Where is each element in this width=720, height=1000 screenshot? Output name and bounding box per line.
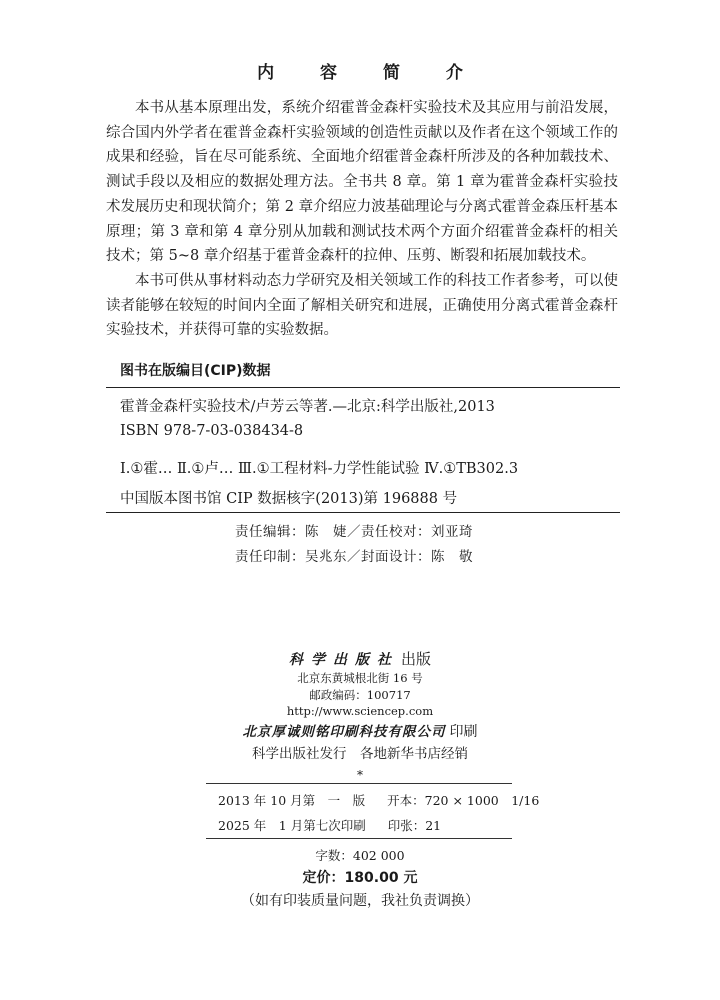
- edition-line-1: [218, 791, 539, 809]
- book-format: 开本：720 × 1000 1/16: [387, 793, 540, 808]
- editors-line-2: 责任印制：吴兆东／封面设计：陈 敬: [235, 549, 473, 565]
- printer-line: [0, 720, 720, 741]
- edition-top-rule: [206, 783, 512, 784]
- summary-text: [106, 96, 618, 343]
- cip-isbn: ISBN 978-7-03-038434-8: [120, 423, 304, 439]
- separator-star: *: [357, 768, 363, 782]
- cip-bottom-rule: [106, 512, 620, 513]
- summary-paragraph-2: 本书可供从事材料动态力学研究及相关领域工作的科技工作者参考，可以使读者能够在较短的时间内全面了解相关研究和进展，正确使用分离式霍普金森杆实验技术，并获得可靠的实验数据。: [106, 272, 618, 339]
- first-edition: 2013 年 10 月第 一 版: [218, 793, 366, 808]
- printer-name: 北京厚诚则铭印刷科技有限公司: [242, 724, 446, 740]
- publisher-url: http://www.sciencep.com: [286, 704, 434, 718]
- publisher-address: 北京东黄城根北街 16 号: [297, 671, 423, 685]
- printed-sheets: 印张：21: [387, 818, 442, 833]
- distribution-line: 科学出版社发行 各地新华书店经销: [252, 746, 468, 762]
- page-title: 内 容 简 介: [257, 63, 483, 83]
- edition-line-2: [218, 816, 441, 834]
- publisher-name: 科学出版社: [288, 652, 399, 668]
- quality-notice: （如有印装质量问题，我社负责调换）: [241, 893, 479, 909]
- edition-bottom-rule: [206, 838, 512, 839]
- cip-verification: 中国版本图书馆 CIP 数据核字(2013)第 196888 号: [120, 491, 458, 507]
- price: 定价：180.00 元: [302, 870, 418, 886]
- word-count: 字数：402 000: [315, 848, 405, 863]
- editors-line-1: 责任编辑：陈 婕／责任校对：刘亚琦: [235, 524, 473, 540]
- cip-top-rule: [106, 387, 620, 388]
- printing-info: 2025 年 1 月第七次印刷: [218, 818, 366, 833]
- cip-title-line: 霍普金森杆实验技术/卢芳云等著.—北京:科学出版社,2013: [120, 399, 495, 415]
- cip-heading: 图书在版编目(CIP)数据: [120, 363, 271, 379]
- publisher-line: [0, 648, 720, 669]
- summary-paragraph-1: 本书从基本原理出发，系统介绍霍普金森杆实验技术及其应用与前沿发展，综合国内外学者在霍普金森杆实验领域的创造性贡献以及作者在这个领域工作的成果和经验，旨在尽可能系统、全面地介绍霍普金森杆所涉及的各种加载技术、测试手段以及相应的数据处理方法。全书共 8 章。第 1 章为霍普金森杆实验技术发展历史和现状简介；第 2 章介绍应力波基础理论与分离式霍普金森压杆基本原理；第 3 章和第 4 章分别从加载和测试技术两个方面介绍霍普金森杆的相关技术；第 5~8 章介绍基于霍普金森杆的拉伸、压剪、断裂和拓展加载技术。: [106, 100, 618, 265]
- publisher-suffix: 出版: [400, 650, 431, 668]
- publisher-postcode: 邮政编码：100717: [309, 688, 411, 702]
- printer-suffix: 印刷: [449, 724, 478, 740]
- cip-classification: Ⅰ.①霍… Ⅱ.①卢… Ⅲ.①工程材料-力学性能试验 Ⅳ.①TB302.3: [120, 461, 519, 477]
